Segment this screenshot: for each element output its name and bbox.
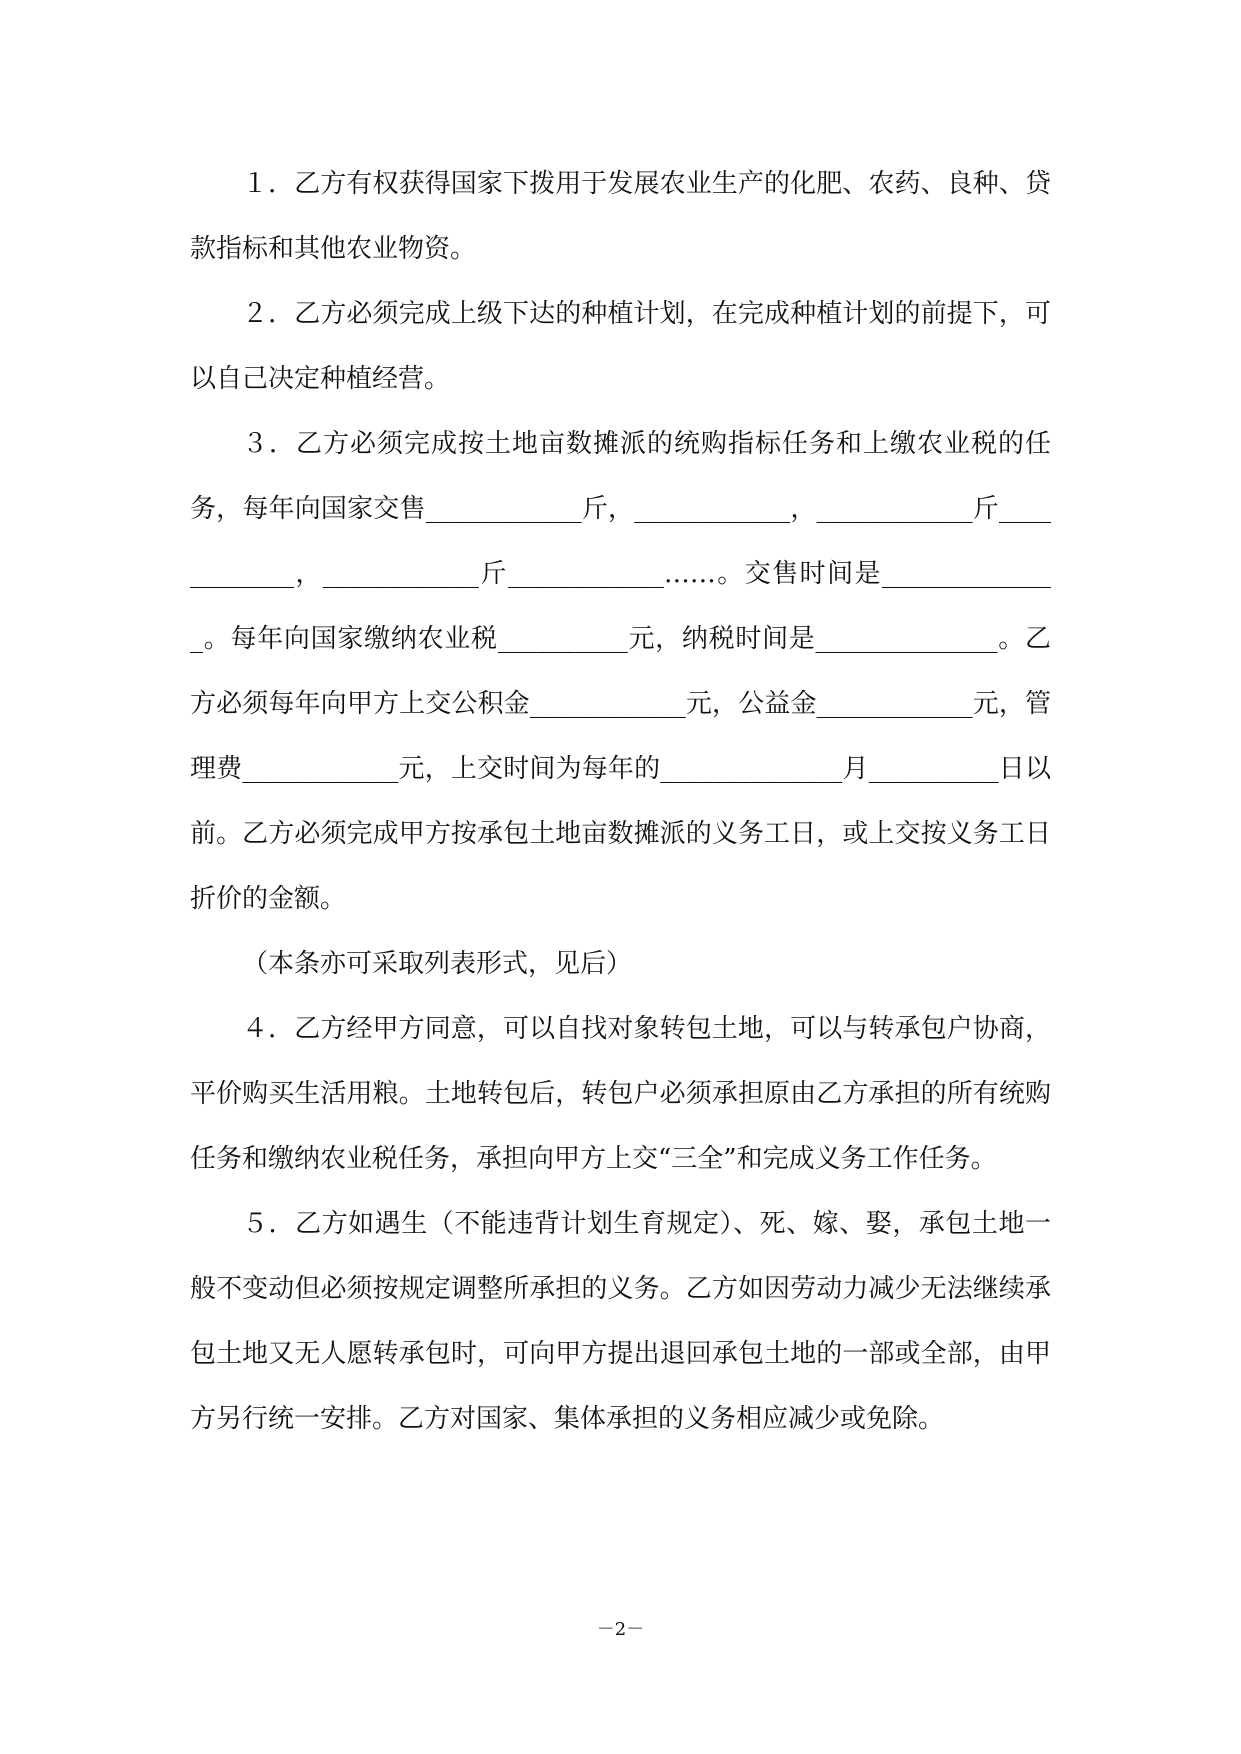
paragraph-item-3: ３．乙方必须完成按土地亩数摊派的统购指标任务和上缴农业税的任务，每年向国家交售____________斤，____________，____________斤____________，____________斤____________……。交售时间是______________。每年向国家缴纳农业税__________元，纳税时间是______________。乙方必须每年向甲方上交公积金____________元，公益金____________元，管理费____________元，上交时间为每年的______________月__________日以前。乙方必须完成甲方按承包土地亩数摊派的义务工日，或上交按义务工日折价的金额。 [190, 429, 1051, 914]
paragraph-item-1: １．乙方有权获得国家下拨用于发展农业生产的化肥、农药、良种、贷款指标和其他农业物资。 [190, 169, 1051, 264]
document-body [190, 152, 1051, 1452]
paragraph-item-5: ５．乙方如遇生（不能违背计划生育规定）、死、嫁、娶，承包土地一般不变动但必须按规定调整所承担的义务。乙方如因劳动力减少无法继续承包土地又无人愿转承包时，可向甲方提出退回承包土地的一部或全部，由甲方另行统一安排。乙方对国家、集体承担的义务相应减少或免除。 [190, 1209, 1051, 1434]
paragraph-item-4: ４．乙方经甲方同意，可以自找对象转包土地，可以与转承包户协商，平价购买生活用粮。土地转包后，转包户必须承担原由乙方承担的所有统购任务和缴纳农业税任务，承担向甲方上交“三全”和完成义务工作任务。 [190, 1014, 1051, 1174]
paragraph-item-2: ２．乙方必须完成上级下达的种植计划，在完成种植计划的前提下，可以自己决定种植经营。 [190, 299, 1051, 394]
page-number: －2－ [596, 1619, 645, 1640]
paragraph-note: （本条亦可采取列表形式，见后） [242, 949, 633, 979]
